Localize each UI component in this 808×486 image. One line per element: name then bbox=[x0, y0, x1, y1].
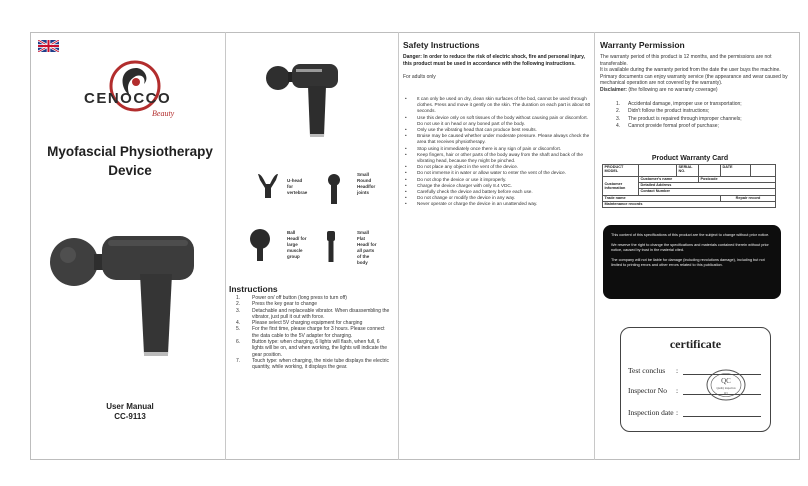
table-row: Contact Number bbox=[603, 189, 776, 195]
list-item: • Do not change or modify the device in any way. bbox=[405, 195, 516, 201]
list-item: 2. Press the key gear to change bbox=[236, 301, 318, 308]
svg-text:QC: QC bbox=[721, 377, 731, 385]
list-item: 6. Button type: when charging, 6 lights will flash, when full, 6 lights will be on, and when working, the lights will indicate the gear position. bbox=[236, 339, 388, 358]
disclaimer-label: Disclaimer: bbox=[600, 86, 627, 93]
list-item: • Keep fingers, hair or other parts of the body away from the shaft and back of the vibrating head, because they might be pinched. bbox=[405, 151, 583, 164]
list-item: • Carefully check the device and battery before each use. bbox=[405, 189, 533, 195]
panel-divider bbox=[398, 32, 399, 460]
small-round-head-label: Small Round Head/for joints bbox=[357, 172, 376, 195]
brand-tagline: Beauty bbox=[152, 109, 175, 118]
list-item: • Charge the device charger with only 8.4 VDC. bbox=[405, 182, 513, 188]
svg-text:Quality inspection: Quality inspection bbox=[716, 387, 736, 390]
table-row: Trade name Repair record bbox=[603, 195, 776, 201]
safety-intro: Danger: In order to reduce the risk of electric shock, fire and personal injury, this product must be used in accordance with the following instructions. bbox=[403, 54, 585, 67]
panel-divider bbox=[594, 32, 595, 460]
instructions-title: Instructions bbox=[229, 284, 278, 294]
u-head-label: U-head for vertebrae bbox=[287, 178, 308, 195]
list-item: • Do not drop the device or use it improperly. bbox=[405, 176, 507, 182]
table-row: Detailed Address bbox=[603, 183, 776, 189]
list-item: • Stop using it immediately once there is any sign of pain or discomfort. bbox=[405, 145, 562, 151]
list-item: • Bruise may be caused whether under moderate pressure. Please always check the area that receives physiotherapy. bbox=[405, 133, 590, 145]
qc-stamp-icon bbox=[705, 368, 747, 402]
list-item: • Do not place any object in the vent of the device. bbox=[405, 164, 519, 170]
certificate-title: certificate bbox=[669, 337, 722, 351]
certificate-card: certificate Test conclus : Inspector No : Inspection date : QC Quality inspection 01 bbox=[620, 327, 771, 432]
table-row: Customer information Customer's name Postcode bbox=[603, 177, 776, 183]
list-item: • It can only be used on dry, clean skin surfaces of the bod, cannot be used through clothes. Press and move it gently on the skin. The duration on each part is about 60 seconds. bbox=[405, 96, 591, 114]
list-item: 4. Please select 5V charging equipment for charging bbox=[236, 320, 363, 327]
inspection-date-label: Inspection date bbox=[628, 408, 674, 417]
table-row: PRODUCT MODEL SERIAL NO. DATE bbox=[603, 165, 776, 177]
test-conclusion-label: Test conclus bbox=[628, 366, 666, 375]
model-number: CC-9113 bbox=[114, 412, 146, 421]
manual-label: User Manual CC-9113 bbox=[80, 402, 180, 422]
panel-divider bbox=[225, 32, 226, 460]
u-head-icon bbox=[255, 172, 281, 200]
table-row: Maintenance records bbox=[603, 201, 776, 207]
list-item: • Only use the vibrating head that can produce best results. bbox=[405, 127, 537, 133]
adults-only-note: For adults only bbox=[403, 74, 436, 80]
safety-title: Safety Instructions bbox=[403, 40, 480, 50]
warranty-card-table bbox=[602, 164, 776, 208]
list-item: • Do not immerse it in water or allow water to enter the vent of the device. bbox=[405, 170, 567, 176]
warranty-list bbox=[600, 101, 790, 130]
list-item: 2. Didn't follow the product instructions; bbox=[616, 108, 710, 115]
document-title: Myofascial Physiotherapy Device bbox=[47, 144, 213, 178]
uk-flag-icon bbox=[38, 40, 59, 52]
notice-box: This content of this specifications of this product are the subject to change without prior notice. We reserve the right to change the specifications and materials contained therein without prior notice, caused by trust in the material cited. The company will not be liable for damage (including revolutions damage), including but not limited to printing errors and other errors related to this publication. bbox=[603, 225, 781, 299]
inspection-date-line bbox=[683, 416, 761, 417]
warranty-text: The warranty period of this product is 12 months, and the permissions are not transferable. It is available during the warranty period from the date the user buys the machine. Primary documents can enjoy warranty service (the appearance and wear caused by mechanical operation are not covered by the warranty). Disclaimer: (the following are no warranty coverage) bbox=[600, 54, 788, 93]
brand-name: CENOCCO bbox=[84, 90, 172, 107]
list-item: • Never operate or charge the device in an unattended way. bbox=[405, 201, 538, 207]
massage-gun-small-image bbox=[260, 60, 340, 140]
list-item: 4. Cannot provide formal proof of purchase; bbox=[616, 122, 719, 129]
warranty-card-title: Product Warranty Card bbox=[651, 155, 729, 162]
ball-head-label: Ball Head/ for large muscle group bbox=[287, 230, 307, 259]
list-item: 5. For the first time, please charge for 3 hours. Please connect the data cable to the 5V adapter for charging. bbox=[236, 326, 385, 339]
svg-text:01: 01 bbox=[724, 391, 728, 396]
warranty-title: Warranty Permission bbox=[600, 40, 685, 50]
massage-gun-image bbox=[44, 230, 194, 360]
ball-head-icon bbox=[248, 228, 272, 262]
list-item: 3. Detachable and replaceable vibrator. When disassembling the vibrator, just pull it out with force. bbox=[236, 307, 390, 320]
instructions-list bbox=[232, 295, 392, 371]
small-round-head-icon bbox=[324, 172, 344, 206]
list-item: 3. The product is repaired through improper channels; bbox=[616, 115, 742, 122]
small-flat-head-label: Small Flat Head/ for all parts of the body bbox=[357, 230, 377, 265]
list-item: 1. Power on/ off button (long press to turn off) bbox=[236, 295, 347, 301]
small-flat-head-icon bbox=[326, 230, 336, 264]
inspector-label: Inspector No bbox=[628, 386, 667, 395]
list-item: • Use this device only on soft tissues of the body without causing pain or discomfort. Do not use it on head or any boned part of the body. bbox=[405, 114, 588, 126]
list-item: 7. Touch type: when charging, the nixie tube displays the electric quantity, while working, it displays the gear. bbox=[236, 357, 390, 371]
list-item: 1. Accidental damage, improper use or transportation; bbox=[616, 101, 742, 107]
safety-list bbox=[405, 96, 593, 208]
